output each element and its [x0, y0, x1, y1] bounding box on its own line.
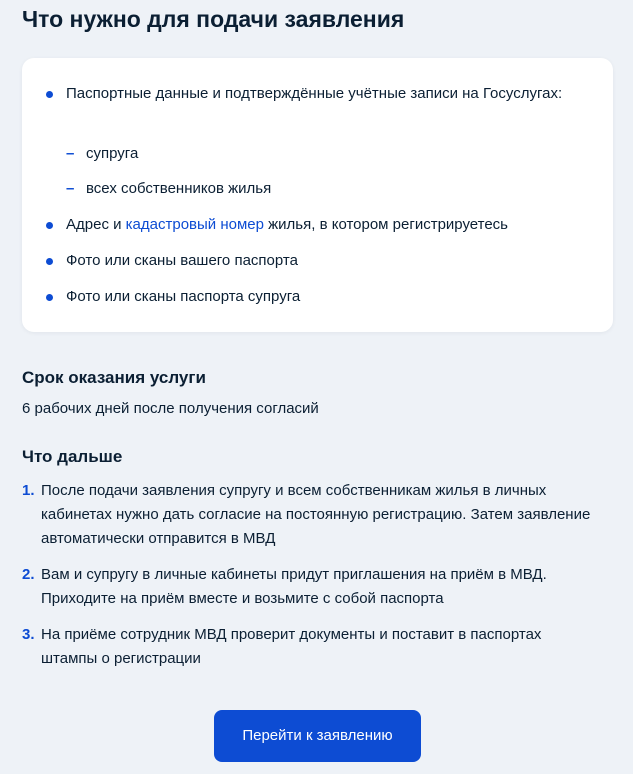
subitem-text: супруга	[86, 145, 139, 162]
go-to-application-button[interactable]: Перейти к заявлению	[214, 710, 421, 762]
bullet-icon	[46, 258, 53, 265]
next-steps-heading: Что дальше	[22, 447, 123, 466]
step-number: 2.	[22, 566, 35, 583]
subitem-text: всех собственников жилья	[86, 180, 272, 197]
page-title: Что нужно для подачи заявления	[22, 6, 405, 32]
cadastral-number-link[interactable]: кадастровый номер	[125, 216, 264, 233]
requirements-card	[22, 58, 613, 332]
requirement-text: Паспортные данные и подтверждённые учётные записи на Госуслугах:	[66, 85, 563, 102]
service-term-heading: Срок оказания услуги	[22, 368, 206, 387]
step-text: Вам и супругу в личные кабинеты придут приглашения на приём в МВД. Приходите на приём вместе и возьмите с собой паспорта	[41, 566, 547, 607]
step-number: 1.	[22, 482, 35, 499]
requirement-text-after: жилья, в котором регистрируетесь	[263, 216, 508, 233]
requirement-text: Фото или сканы вашего паспорта	[66, 252, 298, 269]
bullet-icon	[46, 222, 53, 229]
step-text: После подачи заявления супругу и всем собственникам жилья в личных кабинетах нужно дать согласие на постоянную регистрацию. Затем заявление автоматически отправится в МВД	[41, 482, 591, 547]
requirement-text-before: Адрес и	[66, 216, 126, 233]
requirement-text: Фото или сканы паспорта супруга	[66, 288, 301, 305]
step-number: 3.	[22, 626, 35, 643]
dash-icon: –	[66, 180, 75, 197]
requirement-text	[66, 213, 566, 237]
step-text: На приёме сотрудник МВД проверит документы и поставит в паспортах штампы о регистрации	[41, 626, 542, 667]
dash-icon: –	[66, 145, 75, 162]
bullet-icon	[46, 91, 53, 98]
service-term-text: 6 рабочих дней после получения согласий	[22, 400, 319, 417]
bullet-icon	[46, 294, 53, 301]
